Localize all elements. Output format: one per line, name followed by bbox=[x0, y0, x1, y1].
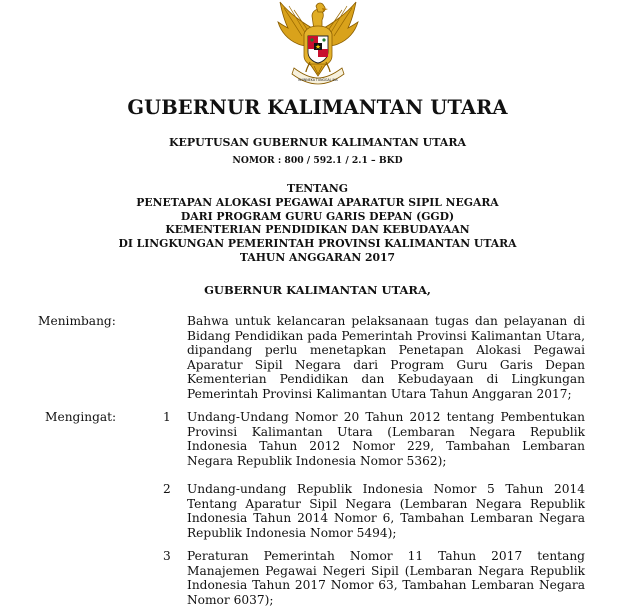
subject-line: TAHUN ANGGARAN 2017 bbox=[239, 250, 396, 264]
subject-line: KEMENTERIAN PENDIDIKAN DAN KEBUDAYAAN bbox=[165, 223, 470, 237]
governor-address: GUBERNUR KALIMANTAN UTARA, bbox=[204, 283, 431, 297]
list-item-number: 2 bbox=[163, 482, 171, 496]
subject-heading: TENTANG bbox=[286, 182, 349, 195]
list-item: Undang-undang Republik Indonesia Nomor 5 Tahun 2014 Tentang Aparatur Sipil Negara (Lembaran Negara Republik Indonesia Tahun 2014 Nomor 6, Tambahan Lembaran Negara Republik Indonesia Nomor 5494); bbox=[187, 482, 585, 540]
decree-number: NOMOR : 800 / 592.1 / 2.1 – BKD bbox=[232, 155, 403, 166]
list-item-number: 3 bbox=[163, 549, 171, 563]
decree-title: KEPUTUSAN GUBERNUR KALIMANTAN UTARA bbox=[168, 136, 467, 149]
decree-subject bbox=[0, 182, 635, 265]
issuing-authority-title: GUBERNUR KALIMANTAN UTARA bbox=[127, 96, 508, 119]
considering-text: Bahwa untuk kelancaran pelaksanaan tugas dan pelayanan di Bidang Pendidikan pada Pemerintah Provinsi Kalimantan Utara, dipandang perlu menetapkan Penetapan Alokasi Pegawai Aparatur Sipil Negara dari Program Guru Garis Depan Kementerian Pendidikan dan Kebudayaan di Lingkungan Pemerintah Provinsi Kalimantan Utara Tahun Anggaran 2017; bbox=[187, 314, 585, 401]
garuda-pancasila-emblem-icon bbox=[272, 0, 364, 86]
subject-line: PENETAPAN ALOKASI PEGAWAI APARATUR SIPIL NEGARA bbox=[136, 195, 499, 209]
list-item-number: 1 bbox=[163, 410, 171, 424]
emblem-motto: BHINNEKA TUNGGAL IKA bbox=[298, 78, 338, 82]
list-item: Peraturan Pemerintah Nomor 11 Tahun 2017 tentang Manajemen Pegawai Negeri Sipil (Lembaran Negara Republik Indonesia Tahun 2017 Nomor 63, Tambahan Lembaran Negara Nomor 6037); bbox=[187, 549, 585, 607]
subject-line: DARI PROGRAM GURU GARIS DEPAN (GGD) bbox=[180, 209, 455, 223]
subject-line: DI LINGKUNGAN PEMERINTAH PROVINSI KALIMANTAN UTARA bbox=[118, 237, 517, 251]
list-item: Undang-Undang Nomor 20 Tahun 2012 tentang Pembentukan Provinsi Kalimantan Utara (Lembaran Negara Republik Indonesia Tahun 2012 Nomor 229, Tambahan Lembaran Negara Republik Indonesia Nomor 5362); bbox=[187, 410, 585, 468]
considering-label: Menimbang: bbox=[38, 314, 116, 328]
recalling-label: Mengingat: bbox=[45, 410, 117, 424]
